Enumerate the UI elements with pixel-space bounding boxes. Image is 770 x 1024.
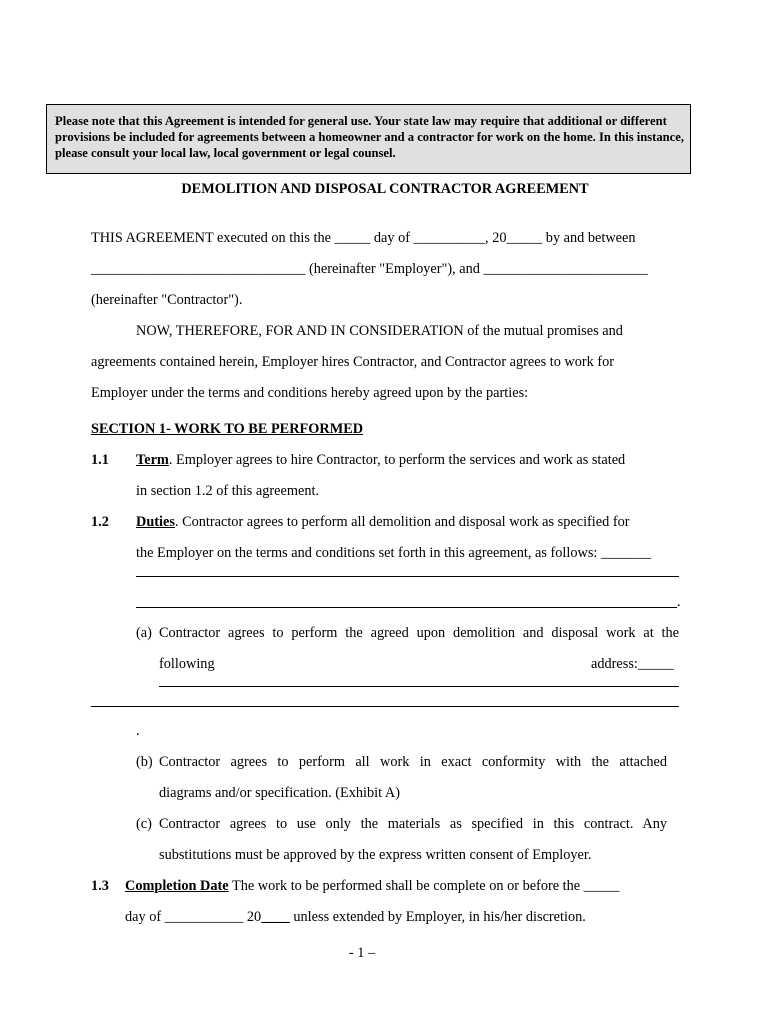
section-1-1-line-2: in section 1.2 of this agreement. [136,483,320,499]
section-1-3-line-2: day of ___________ 20____ unless extended by Employer, in his/her discretion. [125,909,586,925]
address-blank-line-2 [91,706,679,707]
section-1-1-number: 1.1 [91,452,109,468]
address-period: . [136,723,140,739]
item-b-line-2: diagrams and/or specification. (Exhibit A) [159,785,400,801]
term-label: Term [136,452,169,468]
notice-box [46,104,691,174]
consideration-line-3: Employer under the terms and conditions hereby agreed upon by the parties: [91,385,529,401]
item-c-marker: (c) [136,816,152,832]
section-1-2-line-1: Duties. Contractor agrees to perform all demolition and disposal work as specified for [136,514,630,530]
address-blank-line-1 [159,686,679,687]
duties-blank-line-1 [136,576,679,577]
intro-line-1: THIS AGREEMENT executed on this the _____ day of __________, 20_____ by and between [91,230,636,246]
section-1-2-number: 1.2 [91,514,109,530]
notice-text: Please note that this Agreement is intended for general use. Your state law may require that additional or different provisions be included for agreements between a homeowner and a contractor for work on the home. In this instance, please consult your local law, local government or legal counsel. [55,114,684,160]
item-a-marker: (a) [136,625,152,641]
section-1-3-line-1: Completion Date The work to be performed shall be complete on or before the _____ [125,878,620,894]
intro-line-2: ______________________________ (hereinafter "Employer"), and _______________________ [91,261,648,277]
intro-line-3: (hereinafter "Contractor"). [91,292,243,308]
completion-date-label: Completion Date [125,878,229,894]
duties-blank-line-2 [136,607,677,608]
item-b-marker: (b) [136,754,153,770]
item-b-line-1: Contractor agrees to perform all work in exact conformity with the attached [159,754,667,770]
item-a-line-1: Contractor agrees to perform the agreed upon demolition and disposal work at the [159,625,679,641]
section-1-heading: SECTION 1- WORK TO BE PERFORMED [91,421,364,437]
section-1-2-line-2: the Employer on the terms and conditions set forth in this agreement, as follows: _______ [136,545,651,561]
duties-period: . [677,594,681,610]
item-a-line-2-right: address:_____ [591,656,674,672]
document-title: DEMOLITION AND DISPOSAL CONTRACTOR AGREEMENT [181,181,589,197]
item-a-line-2-left: following [159,656,215,672]
section-1-1-line-1: Term. Employer agrees to hire Contractor, to perform the services and work as stated [136,452,626,468]
consideration-line-1: NOW, THEREFORE, FOR AND IN CONSIDERATION of the mutual promises and [136,323,623,339]
item-c-line-2: substitutions must be approved by the express written consent of Employer. [159,847,592,863]
consideration-line-2: agreements contained herein, Employer hires Contractor, and Contractor agrees to work for [91,354,615,370]
item-c-line-1: Contractor agrees to use only the materials as specified in this contract. Any [159,816,667,832]
page-number: - 1 – [348,945,376,961]
section-1-3-number: 1.3 [91,878,109,894]
duties-label: Duties [136,514,175,530]
